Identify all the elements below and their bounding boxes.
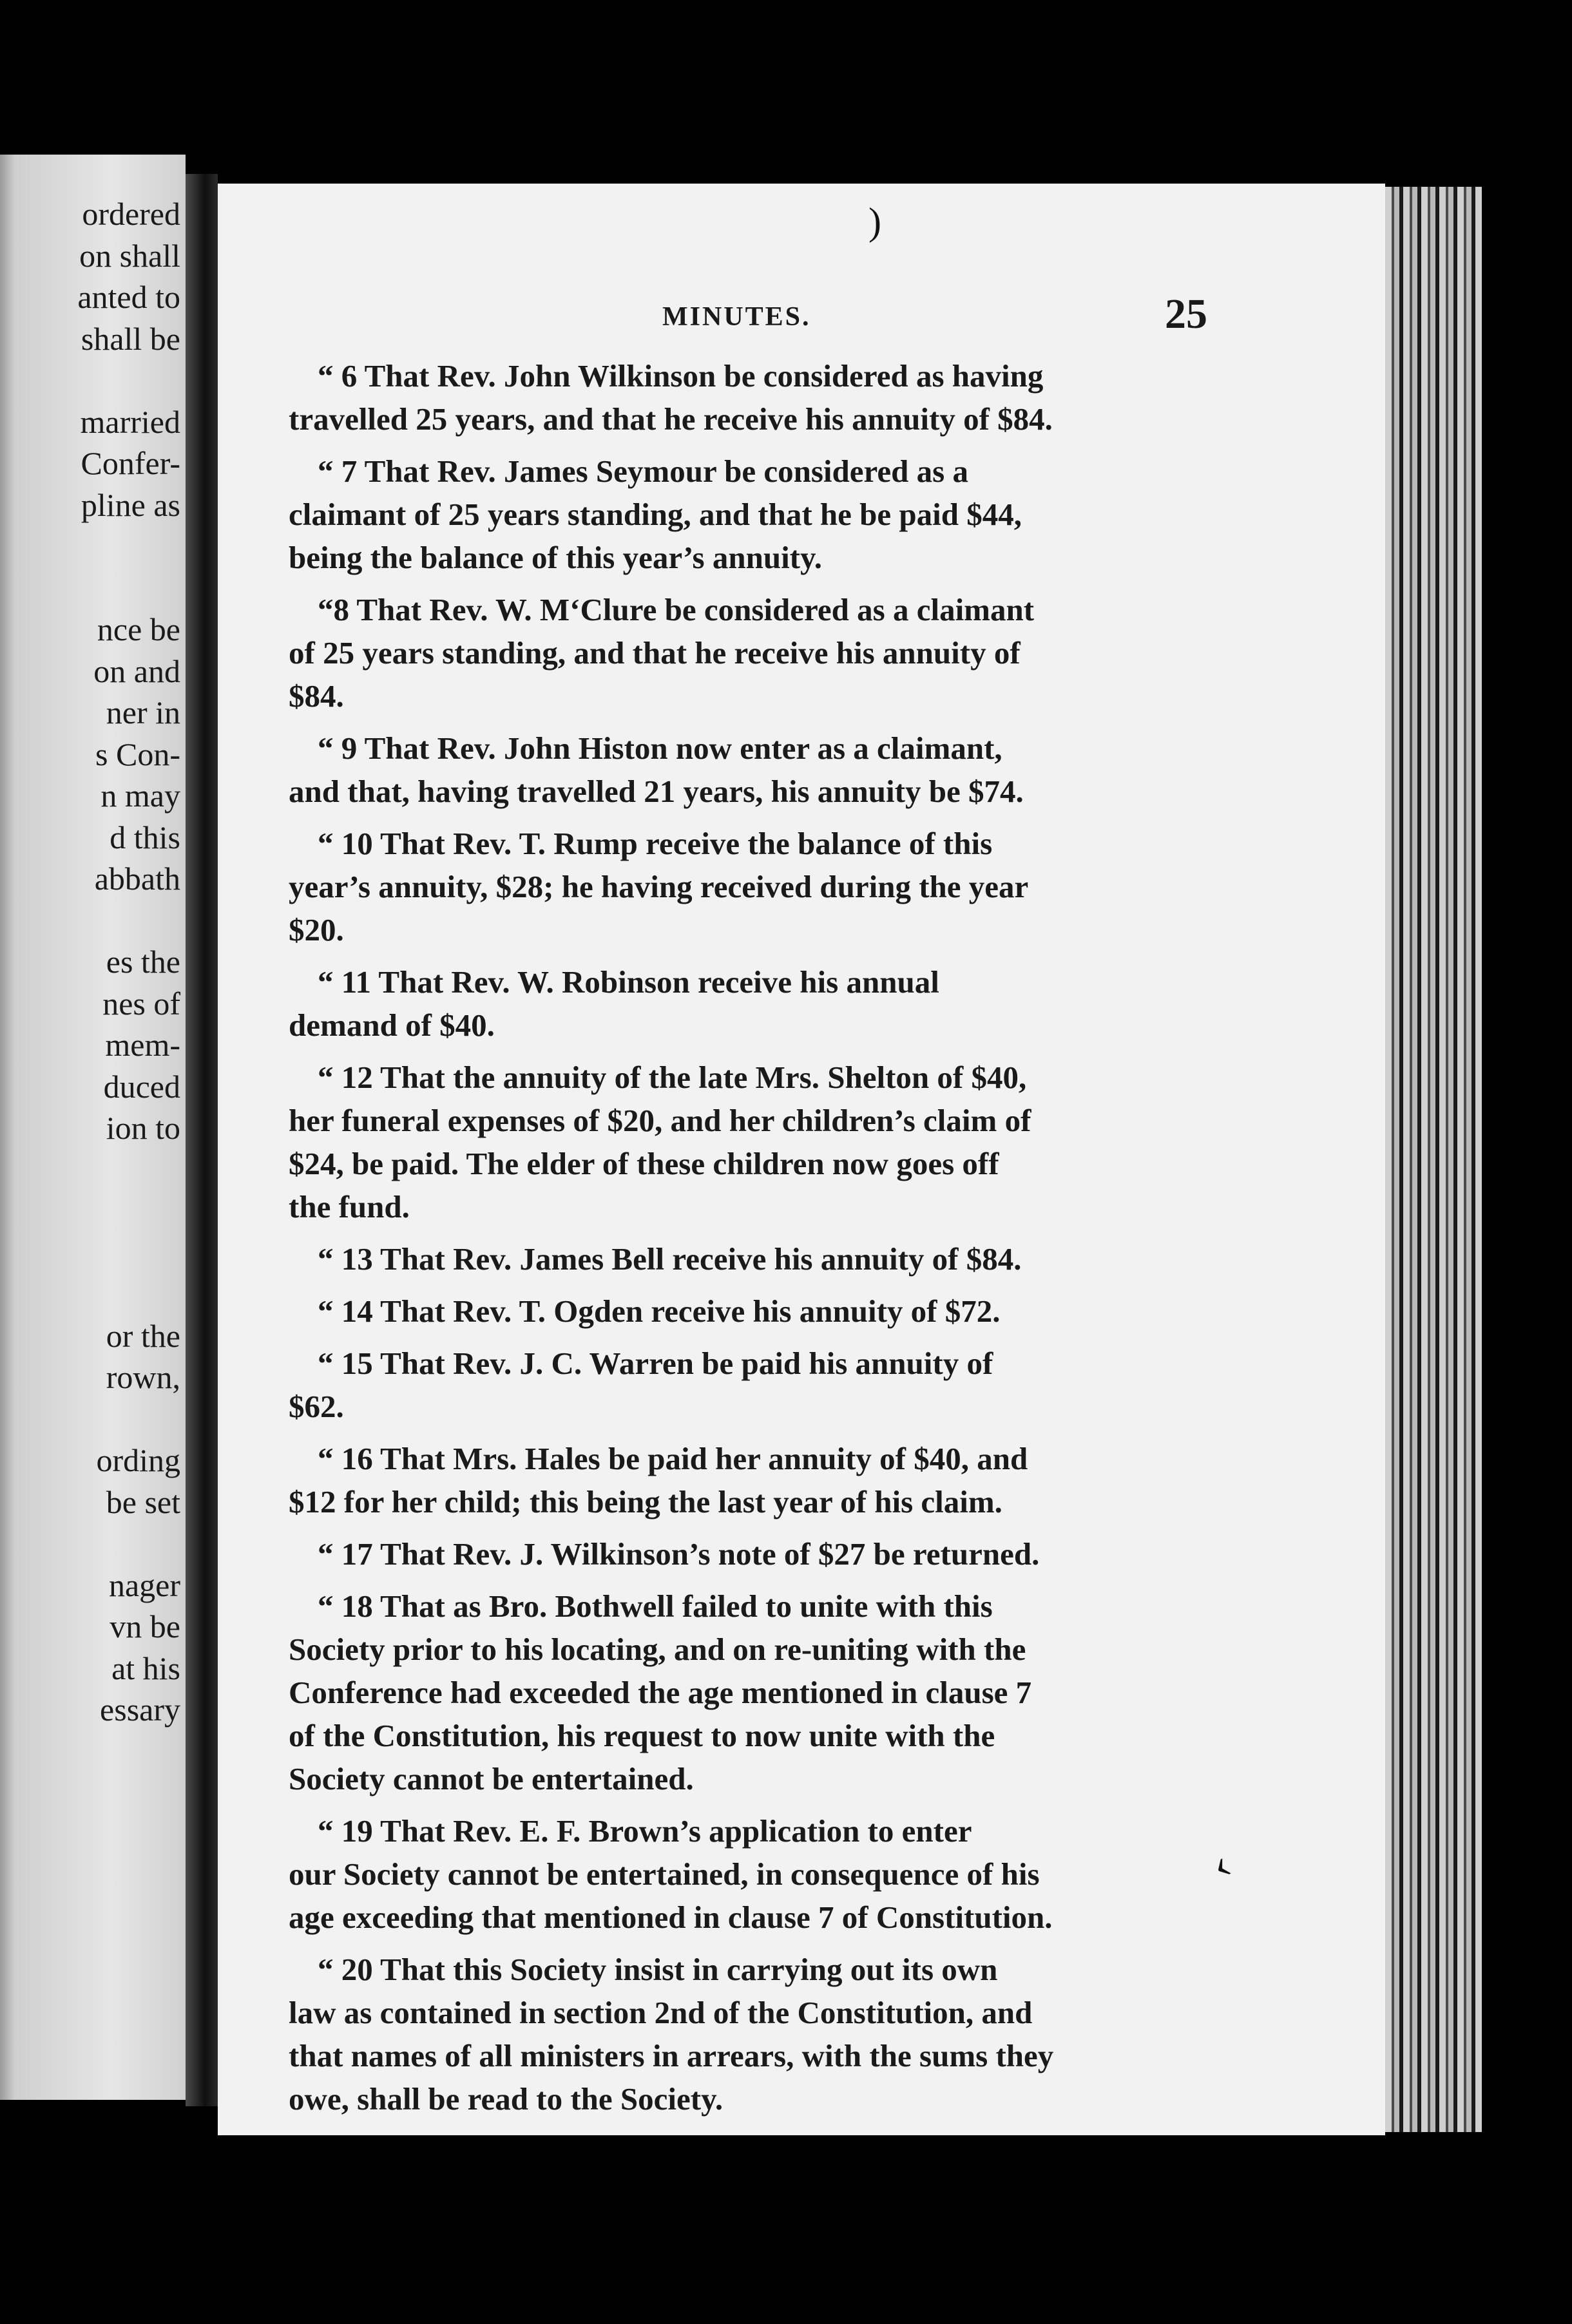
text-line: “ 13 That Rev. James Bell receive his annuity of $84. (318, 1241, 1022, 1277)
text-line: our Society cannot be entertained, in consequence of his (289, 1856, 1040, 1892)
page-edges (1385, 187, 1482, 2132)
text-line: “ 9 That Rev. John Histon now enter as a claimant, (318, 730, 1002, 766)
left-page-line: nager (108, 1567, 180, 1603)
resolution-paragraph (289, 727, 1203, 813)
text-line: “ 16 That Mrs. Hales be paid her annuity of $40, and (318, 1441, 1028, 1476)
text-line: demand of $40. (289, 1007, 495, 1043)
left-page-line: at his (111, 1650, 180, 1686)
text-line: and that, having travelled 21 years, his annuity be $74. (289, 774, 1024, 809)
resolution-paragraph (289, 1948, 1203, 2120)
resolution-paragraph (289, 822, 1203, 951)
left-page-line: rown, (106, 1359, 180, 1395)
left-page-line: ording (96, 1442, 180, 1478)
text-line: “ 20 That this Society insist in carrying out its own (318, 1952, 998, 1987)
left-page-fragment (0, 155, 186, 2100)
resolution-paragraph (289, 1532, 1203, 1576)
text-line: travelled 25 years, and that he receive his annuity of $84. (289, 401, 1053, 437)
resolution-paragraph (289, 354, 1203, 441)
left-page-line: nes of (102, 985, 180, 1022)
text-line: “8 That Rev. W. M‘Clure be considered as a claimant (318, 592, 1035, 627)
text-line: “ 12 That the annuity of the late Mrs. Shelton of $40, (318, 1060, 1027, 1095)
text-line: the fund. (289, 1189, 410, 1224)
text-line: of the Constitution, his request to now unite with the (289, 1718, 995, 1753)
left-page-line: pline as (81, 486, 180, 523)
resolution-paragraph (289, 1585, 1203, 1800)
resolution-paragraph (289, 1437, 1203, 1523)
text-line: owe, shall be read to the Society. (289, 2081, 724, 2117)
text-line: “ 14 That Rev. T. Ogden receive his annuity of $72. (318, 1293, 1001, 1329)
left-page-line: d this (110, 819, 180, 855)
left-page-line: mem- (105, 1027, 180, 1063)
resolution-paragraph (289, 588, 1203, 718)
resolution-paragraph (289, 960, 1203, 1047)
text-line: “ 19 That Rev. E. F. Brown’s application to enter (318, 1813, 972, 1849)
text-line: $24, be paid. The elder of these children now goes off (289, 1146, 999, 1181)
left-page-line: on shall (79, 237, 180, 274)
page-header (218, 290, 1377, 354)
resolution-paragraph (289, 1056, 1203, 1228)
text-line: “ 11 That Rev. W. Robinson receive his annual (318, 964, 939, 1000)
text-line: $20. (289, 912, 344, 948)
text-line: “ 6 That Rev. John Wilkinson be considered as having (318, 358, 1044, 394)
text-line: Society prior to his locating, and on re-uniting with the (289, 1632, 1026, 1667)
left-page-line: duced (103, 1068, 180, 1105)
text-line: “ 10 That Rev. T. Rump receive the balance of this (318, 826, 993, 861)
main-page (218, 184, 1385, 2135)
text-line: $12 for her child; this being the last year of his claim. (289, 1484, 1002, 1519)
text-line: of 25 years standing, and that he receive his annuity of (289, 635, 1021, 671)
left-page-line: Confer- (81, 445, 180, 481)
text-line: Society cannot be entertained. (289, 1761, 694, 1796)
left-page-line: ordered (82, 196, 180, 232)
left-page-line: be set (106, 1483, 180, 1520)
resolution-paragraph (289, 450, 1203, 579)
text-line: that names of all ministers in arrears, with the sums they (289, 2038, 1054, 2073)
running-head: MINUTES. (662, 302, 811, 332)
text-line: $84. (289, 678, 344, 714)
left-page-line: shall be (81, 320, 180, 357)
book-gutter (186, 174, 218, 2106)
resolution-paragraph (289, 1237, 1203, 1281)
margin-arrow-mark: ‹ (1202, 1839, 1240, 1890)
resolution-paragraph (289, 1290, 1203, 1333)
text-line: claimant of 25 years standing, and that he be paid $44, (289, 497, 1022, 532)
text-line: “ 18 That as Bro. Bothwell failed to unite with this (318, 1588, 993, 1624)
text-line: age exceeding that mentioned in clause 7 of Constitution. (289, 1900, 1053, 1935)
body-text (289, 354, 1203, 2129)
left-page-line: es the (106, 944, 180, 980)
left-page-line: vn be (110, 1608, 180, 1644)
stray-mark: ) (868, 200, 881, 243)
text-line: year’s annuity, $28; he having received during the year (289, 869, 1029, 904)
left-page-line: on and (93, 652, 180, 689)
text-line: Conference had exceeded the age mentioned in clause 7 (289, 1675, 1032, 1710)
left-page-line: ner in (106, 694, 180, 730)
text-line: “ 17 That Rev. J. Wilkinson’s note of $27 be returned. (318, 1536, 1040, 1572)
left-page-line: married (80, 403, 180, 440)
left-page-line: n may (101, 777, 180, 814)
left-page-line: anted to (77, 279, 180, 315)
left-page-line: or the (106, 1317, 180, 1354)
resolution-paragraph (289, 1809, 1203, 1939)
left-page-line: abbath (94, 861, 180, 897)
left-page-line: ion to (106, 1110, 180, 1146)
text-line: law as contained in section 2nd of the Constitution, and (289, 1995, 1033, 2030)
page-number: 25 (1165, 290, 1207, 338)
left-page-line: nce be (97, 611, 180, 647)
text-line: “ 7 That Rev. James Seymour be considered as a (318, 453, 968, 489)
text-line: her funeral expenses of $20, and her children’s claim of (289, 1103, 1031, 1138)
resolution-paragraph (289, 1342, 1203, 1428)
left-page-line: essary (100, 1691, 180, 1728)
text-line: “ 15 That Rev. J. C. Warren be paid his annuity of (318, 1346, 993, 1381)
text-line: being the balance of this year’s annuity. (289, 540, 823, 575)
left-page-line: s Con- (95, 736, 180, 772)
text-line: $62. (289, 1389, 344, 1424)
